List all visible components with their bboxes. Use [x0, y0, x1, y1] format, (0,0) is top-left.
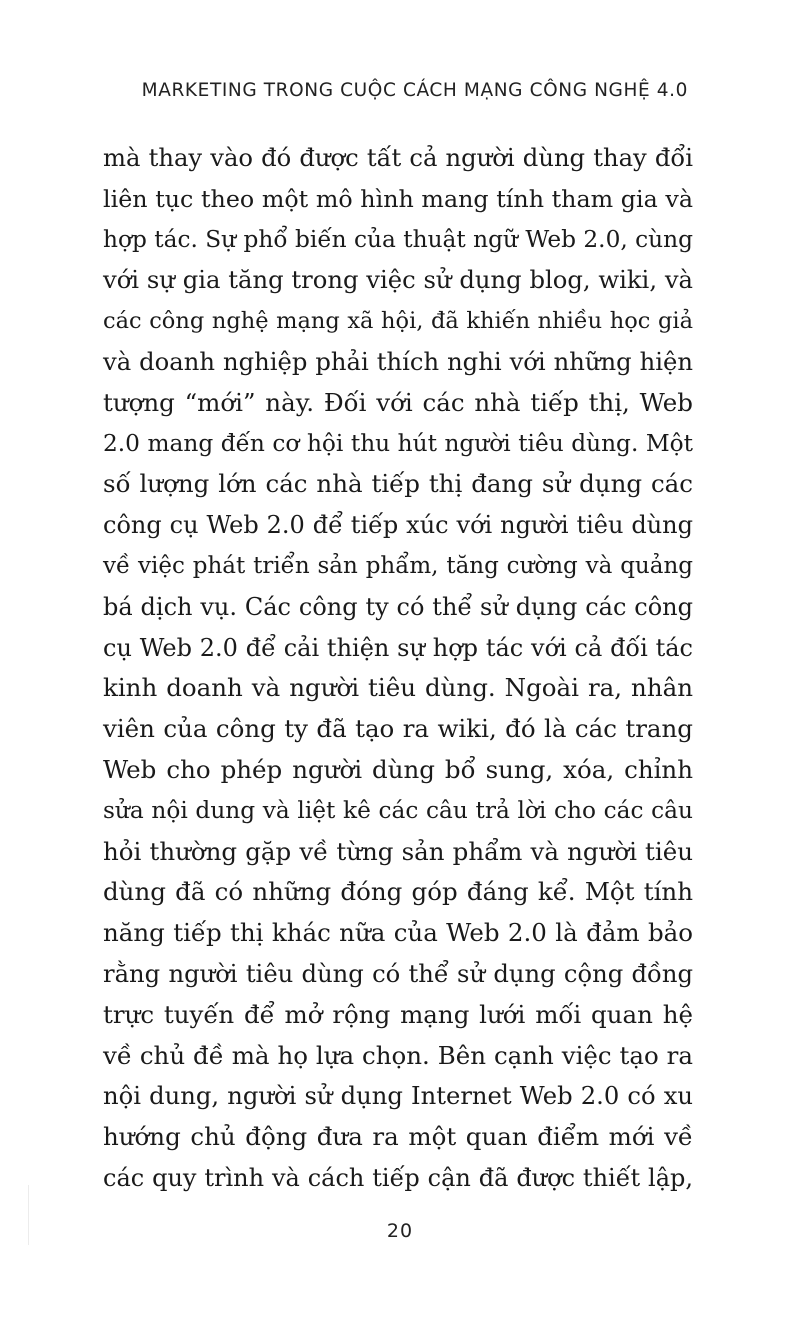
text-line: các quy trình và cách tiếp cận đã được thiết lập, — [103, 1163, 693, 1192]
text-line: sửa nội dung và liệt kê các câu trả lời cho các câu — [103, 796, 693, 824]
text-line: với sự gia tăng trong việc sử dụng blog, wiki, và — [103, 265, 693, 295]
text-line: các công nghệ mạng xã hội, đã khiến nhiều học giả — [103, 308, 693, 335]
text-line: và doanh nghiệp phải thích nghi với những hiện — [103, 346, 693, 376]
text-line: mà thay vào đó được tất cả người dùng thay đổi — [103, 143, 693, 172]
text-line: hướng chủ động đưa ra một quan điểm mới về — [103, 1122, 693, 1152]
text-line: hợp tác. Sự phổ biến của thuật ngữ Web 2.0, cùng — [103, 225, 694, 253]
text-line: Web cho phép người dùng bổ sung, xóa, chỉnh — [103, 754, 693, 784]
text-line: tượng “mới” này. Đối với các nhà tiếp thị, Web — [103, 387, 693, 417]
text-line: liên tục theo một mô hình mang tính tham gia và — [103, 184, 693, 213]
text-line: rằng người tiêu dùng có thể sử dụng cộng đồng — [103, 958, 693, 988]
text-line: năng tiếp thị khác nữa của Web 2.0 là đảm bảo — [103, 918, 693, 948]
body-text — [103, 138, 693, 1199]
text-line: hỏi thường gặp về từng sản phẩm và người tiêu — [103, 836, 693, 866]
text-line: dùng đã có những đóng góp đáng kể. Một tính — [103, 877, 693, 907]
text-line: nội dung, người sử dụng Internet Web 2.0 có xu — [103, 1081, 693, 1111]
text-line: về chủ đề mà họ lựa chọn. Bên cạnh việc tạo ra — [103, 1040, 693, 1070]
text-line: trực tuyến để mở rộng mạng lưới mối quan hệ — [103, 999, 693, 1029]
running-header: MARKETING TRONG CUỘC CÁCH MẠNG CÔNG NGHỆ 4.0 — [141, 80, 688, 101]
text-line: kinh doanh và người tiêu dùng. Ngoài ra, nhân — [103, 673, 693, 703]
text-line: cụ Web 2.0 để cải thiện sự hợp tác với cả đối tác — [103, 633, 693, 662]
text-line: công cụ Web 2.0 để tiếp xúc với người tiêu dùng — [103, 511, 693, 540]
text-line: số lượng lớn các nhà tiếp thị đang sử dụng các — [103, 469, 693, 499]
text-line: về việc phát triển sản phẩm, tăng cường và quảng — [103, 552, 693, 579]
text-line: bá dịch vụ. Các công ty có thể sử dụng các công — [103, 592, 693, 621]
page-number: 20 — [386, 1220, 414, 1242]
text-line: viên của công ty đã tạo ra wiki, đó là các trang — [103, 714, 693, 744]
text-line: 2.0 mang đến cơ hội thu hút người tiêu dùng. Một — [103, 429, 693, 457]
